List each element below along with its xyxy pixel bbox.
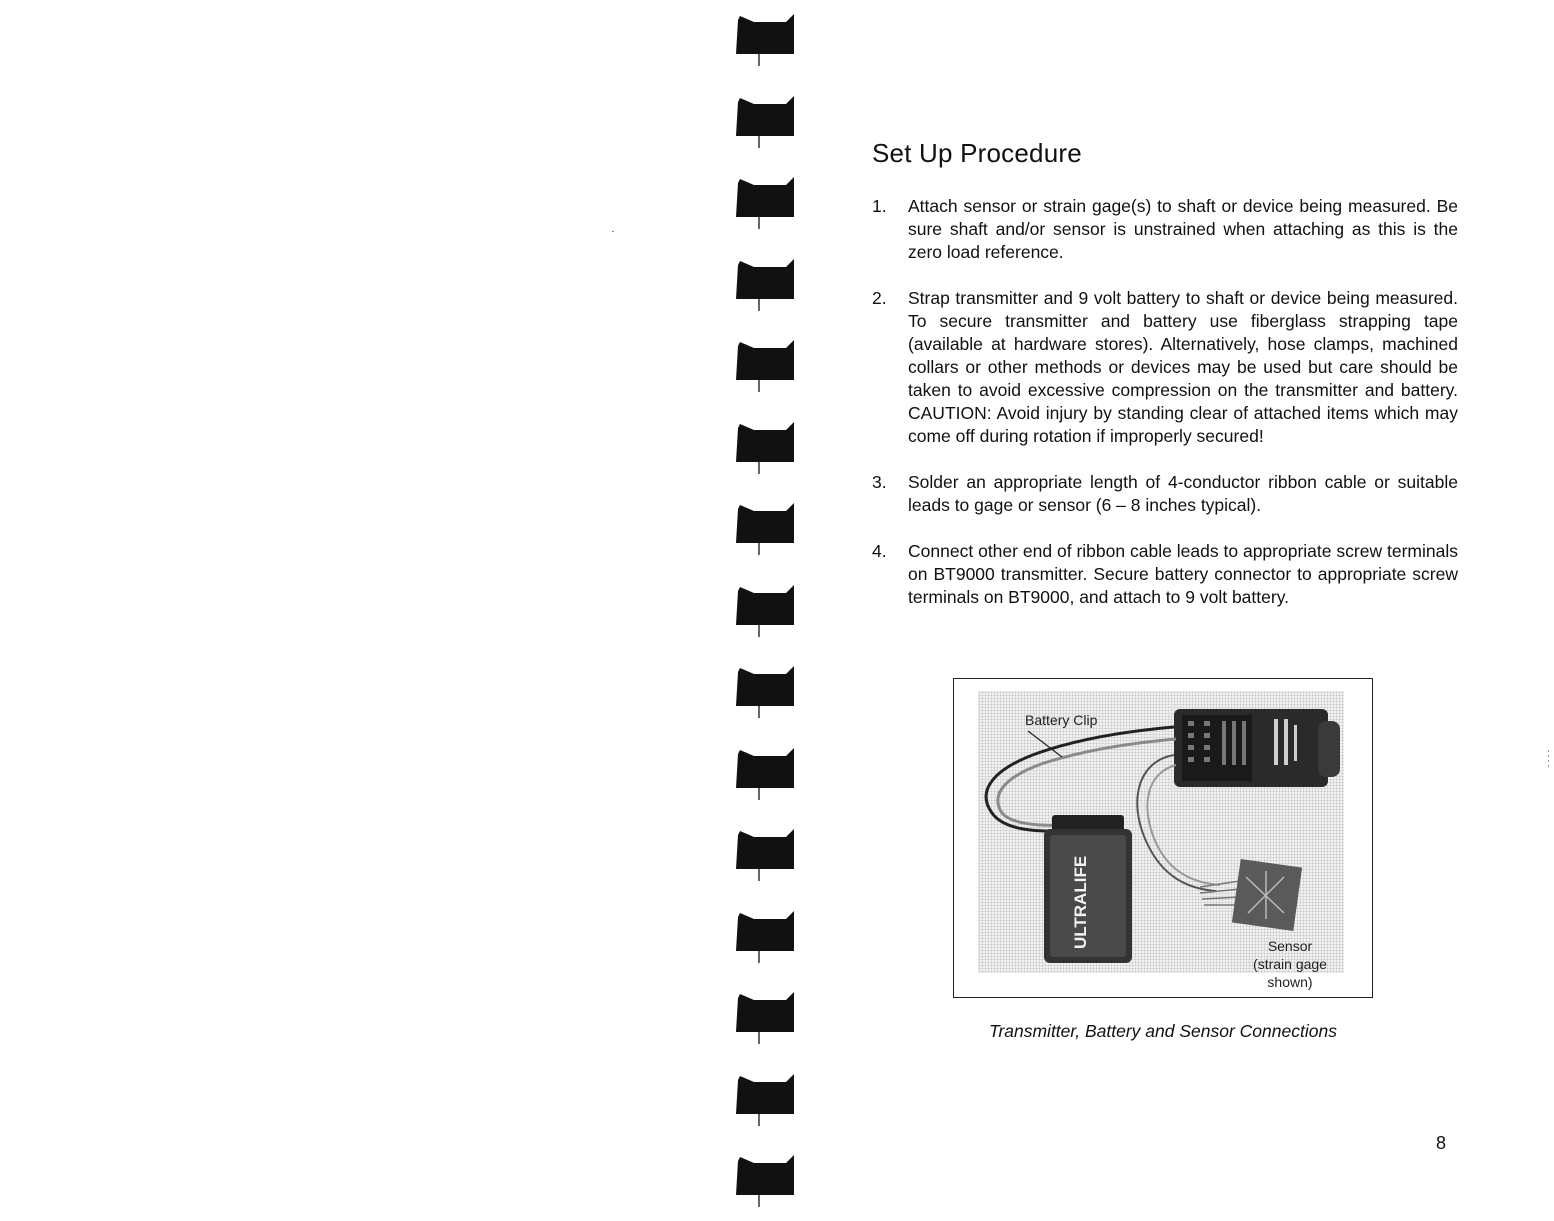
transmitter-image <box>1174 709 1340 787</box>
step-number: 2. <box>872 288 887 308</box>
binding-ring <box>736 911 794 963</box>
binding-ring <box>736 1155 794 1207</box>
scan-speck <box>1548 750 1549 768</box>
binding-ring <box>736 1074 794 1126</box>
binding-ring <box>736 748 794 800</box>
step-text: Attach sensor or strain gage(s) to shaft or device being measured. Be sure shaft and/or sensor is unstrained when attaching as this is the zero load reference. <box>908 196 1458 262</box>
binding-ring <box>736 503 794 555</box>
page-title: Set Up Procedure <box>872 138 1082 168</box>
binding-ring <box>736 14 794 66</box>
binding-ring <box>736 992 794 1044</box>
sensor-label <box>1236 937 1344 991</box>
spiral-binding <box>728 0 800 1221</box>
step-1 <box>872 195 1458 264</box>
figure-caption: Transmitter, Battery and Sensor Connections <box>989 1021 1337 1041</box>
step-2 <box>872 287 1458 448</box>
binding-ring <box>736 340 794 392</box>
connections-photo <box>978 691 1344 990</box>
binding-ring <box>736 666 794 718</box>
strain-gage-image <box>1232 859 1302 931</box>
step-number: 1. <box>872 196 887 216</box>
battery-clip-label: Battery Clip <box>1025 712 1098 728</box>
sensor-label-line1: Sensor <box>1267 938 1313 954</box>
binding-ring <box>736 96 794 148</box>
page-content <box>872 138 1458 632</box>
scan-speck <box>612 231 614 232</box>
binding-ring <box>736 585 794 637</box>
step-3 <box>872 471 1458 517</box>
binding-ring <box>736 259 794 311</box>
binding-ring <box>736 177 794 229</box>
battery-image <box>1044 815 1132 963</box>
connections-figure <box>953 678 1373 998</box>
sensor-label-line2: (strain gage shown) <box>1253 956 1327 990</box>
step-text: Solder an appropriate length of 4-conductor ribbon cable or suitable leads to gage or sensor (6 – 8 inches typical). <box>908 472 1458 515</box>
step-4 <box>872 540 1458 609</box>
svg-text:ULTRALIFE: ULTRALIFE <box>1071 855 1090 949</box>
step-number: 3. <box>872 472 887 492</box>
binding-ring <box>736 422 794 474</box>
step-text: Connect other end of ribbon cable leads to appropriate screw terminals on BT9000 transmitter. Secure battery connector to appropriate screw terminals on BT9000, and attach to 9 volt battery. <box>908 541 1458 607</box>
page-number: 8 <box>1436 1133 1447 1153</box>
procedure-steps <box>872 195 1458 609</box>
step-number: 4. <box>872 541 887 561</box>
step-text: Strap transmitter and 9 volt battery to shaft or device being measured. To secure transmitter and battery use fiberglass strapping tape (available at hardware stores). Alternatively, hose clamps, machined collars or other methods or devices may be used but care should be taken to avoid excessive compression on the transmitter and battery. CAUTION: Avoid injury by standing clear of attached items which may come off during rotation if improperly secured! <box>908 288 1458 446</box>
binding-ring <box>736 829 794 881</box>
